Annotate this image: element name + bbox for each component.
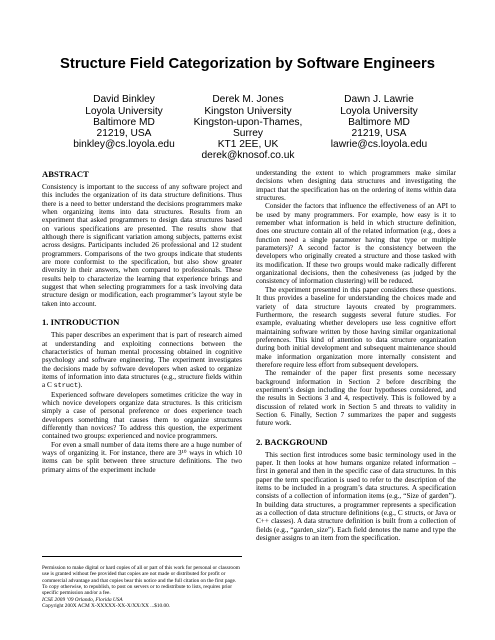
abstract-heading: ABSTRACT — [42, 169, 89, 179]
author-affiliation: Loyola University — [340, 106, 418, 117]
right-column — [256, 169, 456, 542]
right-paragraph-1: understanding the extent to which programmers make similar decisions when designing data structures and investigating the impact that the specification has on the ordering of items within data structures. — [256, 169, 456, 203]
author-email[interactable]: lawrie@cs.loyola.edu — [330, 139, 428, 150]
right-paragraph-3: The experiment presented in this paper considers these questions. It thus provides a baseline for understanding the choices made and variety of data structure layouts created by programmers. Furthermore, the research suggests several future studies. For example, evaluating whether developers use less cognitive effort maintaining software written by those having similar organizational preferences. This kind of attention to data structure organization during both initial development and subsequent maintenance should make information organization more internally consistent and therefore require less effort from subsequent developers. — [256, 285, 456, 369]
paper-title: Structure Field Categorization by Software Engineers — [60, 56, 435, 72]
intro-paragraph-3: For even a small number of data items there are a huge number of ways of organizing it. For instance, there are 3¹⁰ ways in which 10 items can be split between three structure definitions. The two primary aims of the experiment include — [42, 440, 242, 474]
inline-code: struct — [53, 382, 79, 391]
author-address: Baltimore MD — [348, 117, 410, 128]
author-email[interactable]: derek@knosof.co.uk — [201, 150, 295, 161]
background-heading: 2. BACKGROUND — [256, 436, 328, 447]
author-email[interactable]: binkley@cs.loyola.edu — [73, 139, 175, 150]
right-paragraph-2: Consider the factors that influence the effectiveness of an API to be used by many programmers. For example, how easy is it to remember what information is held in which structure definition, does one structure contain all of the related information (e.g., does a function need a single parameter having that type or multiple parameters)? A second factor is the consistency between the developers who originally created a structure and those tasked with its modification. If these two groups would make radically different organizational decisions, then the cohesiveness (as judged by the consistency of information clustering) will be reduced. — [256, 202, 456, 286]
author-postcode: KT1 2EE, UK — [217, 139, 279, 150]
introduction-heading: 1. INTRODUCTION — [42, 317, 120, 328]
venue-line: ICSE 2009 ’09 Orlando, Florida USA — [42, 596, 123, 603]
author-1 — [57, 94, 191, 151]
author-name: Derek M. Jones — [212, 94, 284, 105]
author-name: Dawn J. Lawrie — [344, 94, 414, 105]
author-postcode: 21219, USA — [96, 128, 152, 139]
author-3 — [312, 94, 446, 151]
author-region: Surrey — [232, 128, 263, 139]
background-paragraph-1: This section first introduces some basic terminology used in the paper. It then looks at how humans organize related information – first in general and then in the specific case of data structures. In this paper the term specification is used to refer to the description of the items to be included in a program’s data structures. A specification consists of a collection of information items (e.g., “Size of garden”). In building data structures, a programmer represents a specification as a collection of data structure definitions (e.g., C structs, or Java or C++ classes). A data structure definition is built from a collection of fields (e.g., “garden_size”). Each field denotes the name and type the designer assigns to an item from the specification. — [256, 450, 456, 543]
left-column — [42, 169, 242, 474]
permission-text: Permission to make digital or hard copies of all or part of this work for personal or classroom use is granted without fee provided that copies are not made or distributed for profit or commercial advantage and that copies bear this notice and the full citation on the first page. To copy otherwise, to republish, to post on servers or to redistribute to lists, requires prior specific permission and/or a fee. — [42, 565, 240, 597]
author-affiliation: Loyola University — [85, 106, 163, 117]
right-paragraph-4: The remainder of the paper first presents some necessary background information in Section 2 before describing the experiment’s design including the four hypotheses considered, and the results in Sections 3 and 4, respectively. This is followed by a discussion of related work in Section 5 and threats to validity in Section 6. Finally, Section 7 summarizes the paper and suggests future work. — [256, 369, 456, 428]
author-affiliation: Kingston University — [204, 106, 292, 117]
abstract-text: Consistency is important to the success of any software project and this includes the organization of its data structure definitions. Thus there is a need to better understand the decisions programmers make when organizing items into data structures. Results from an experiment that asked programmers to design data structures based on various specifications are presented. The results show that although there is significant variation among subjects, patterns exist across designs. Participants included 26 professional and 12 student programmers. Comparisons of the two groups indicate that students are more conformist to the specification, but also show greater diversity in their answers, when compared to professionals. These results help to characterize the learning that experience brings and suggest that when selecting programmers for a task involving data structure design or modification, each programmer’s layout style be taken into account. — [42, 183, 242, 308]
author-address: Kingston-upon-Thames, — [193, 117, 303, 128]
intro-paragraph-1 — [42, 331, 242, 390]
author-name: David Binkley — [93, 94, 155, 105]
author-postcode: 21219, USA — [351, 128, 407, 139]
copyright-line: Copyright 200X ACM X-XXXXX-XX-X/XX/XX ...$10.00. — [42, 603, 171, 610]
author-address: Baltimore MD — [93, 117, 155, 128]
permission-notice — [42, 556, 242, 609]
intro-p1-text: This paper describes an experiment that is part of research aimed at understanding and exploiting connections between the characteristics of human mental processing obtained in cognitive psychology and software engineering. The experiment investigates the decisions made by software developers when asked to organize items of information into data structures (e.g., structure fields within a C — [42, 331, 242, 390]
intro-paragraph-2: Experienced software developers sometimes criticize the way in which novice developers organize data structures. Is this criticism simply a case of personal preference or does experience teach developers something that causes them to organize structures differently than novices? To address this question, the experiment contained two groups: experienced and novice programmers. — [42, 390, 242, 441]
author-2 — [181, 94, 315, 162]
intro-p1-end: ). — [78, 381, 83, 390]
